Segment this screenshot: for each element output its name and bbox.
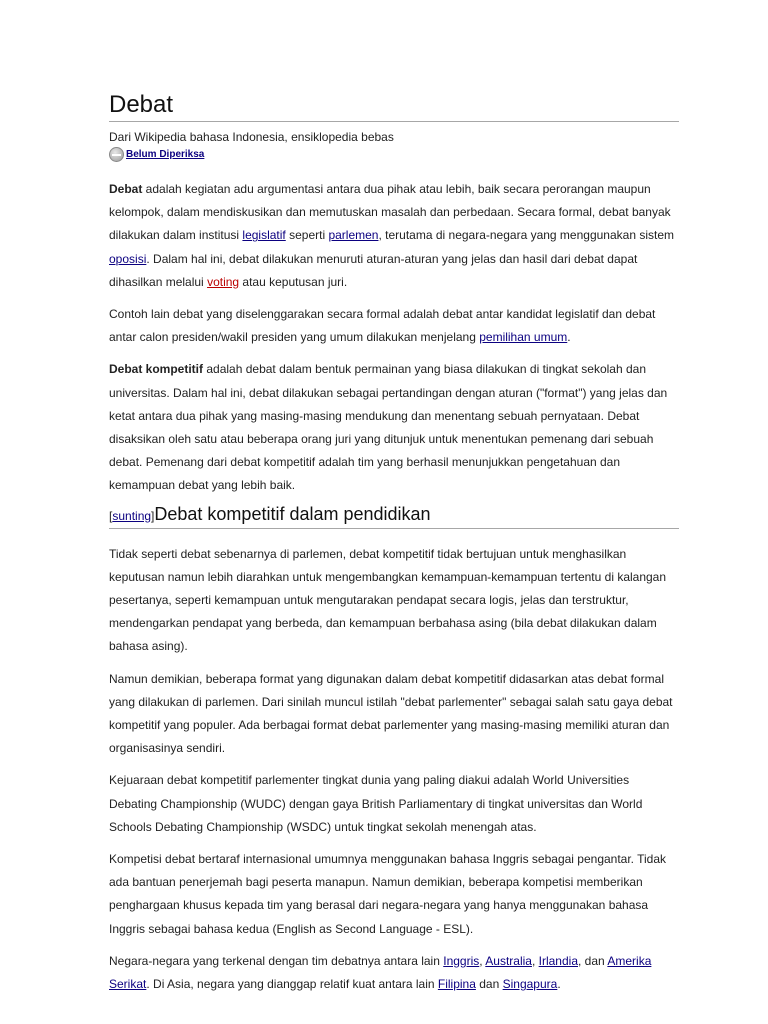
text-span: seperti (285, 228, 329, 243)
text-span: , terutama di negara-negara yang menggunakan sistem (378, 228, 674, 243)
link-oposisi[interactable]: oposisi (109, 251, 147, 266)
link-inggris[interactable]: Inggris (443, 953, 480, 968)
link-legislatif[interactable]: legislatif (242, 228, 286, 243)
paragraph-section-4: Kompetisi debat bertaraf internasional umumnya menggunakan bahasa Inggris sebagai pengantar. Tidak ada bantuan penerjemah bagi peserta manapun. Namun demikian, beberapa kompetisi memberikan penghargaan khusus kepada tim yang berasal dari negara-negara yang hanya menggunakan bahasa Inggris sebagai bahasa kedua (English as Second Language - ESL). (109, 852, 667, 936)
paragraph-section-3: Kejuaraan debat kompetitif parlementer tingkat dunia yang paling diakui adalah World Universities Debating Championship (WUDC) dengan gaya British Parliamentary di tingkat universitas dan World Schools Debating Championship (WSDC) untuk tingkat sekolah menengah atas. (109, 773, 643, 834)
text-span: . Di Asia, negara yang dianggap relatif kuat antara lain (146, 977, 438, 992)
link-amerika-serikat[interactable]: Amerika Serikat (109, 953, 652, 992)
text-span: Negara-negara yang terkenal dengan tim debatnya antara lain (109, 953, 444, 968)
bold-term: Debat (109, 182, 143, 196)
edit-link[interactable]: sunting (112, 508, 152, 523)
section-title: Debat kompetitif dalam pendidikan (154, 503, 431, 524)
bracket: [ (109, 508, 113, 523)
page-title: Debat (109, 90, 679, 122)
paragraph-countries (109, 950, 679, 996)
text-span: , (531, 953, 539, 968)
link-pemilihan-umum[interactable]: pemilihan umum (479, 330, 568, 345)
article-content (109, 90, 679, 996)
paragraph-section-1: Tidak seperti debat sebenarnya di parlemen, debat kompetitif tidak bertujuan untuk menghasilkan keputusan namun lebih diarahkan untuk mengembangkan kemampuan-kemampuan tertentu di kalangan pesertanya, seperti kemampuan untuk mengutarakan pendapat secara logis, jelas dan terstruktur, mendengarkan pendapat yang berbeda, dan kemampuan berbahasa asing (bila debat dilakukan dalam bahasa asing). (109, 546, 667, 654)
link-voting[interactable]: voting (207, 274, 240, 289)
text-span: . (567, 330, 571, 345)
text-span: , (479, 953, 486, 968)
link-australia[interactable]: Australia (485, 953, 532, 968)
paragraph-formal-debate (109, 303, 679, 349)
text-span: , dan (578, 953, 608, 968)
text-span: Contoh lain debat yang diselenggarakan secara formal adalah debat antar kandidat legislatif dan debat antar calon presiden/wakil presiden yang umum dilakukan menjelang (109, 307, 656, 345)
paragraph-section-2: Namun demikian, beberapa format yang digunakan dalam debat kompetitif didasarkan atas debat formal yang dilakukan di parlemen. Dari sinilah muncul istilah "debat parlementer" sebagai salah satu gaya debat kompetitif yang populer. Ada berbagai format debat parlementer yang masing-masing memiliki aturan dan organisasinya sendiri. (109, 671, 673, 756)
text-span: dan (475, 977, 503, 992)
text-span: atau keputusan juri. (239, 274, 348, 289)
text-span: . Dalam hal ini, debat dilakukan menuruti aturan-aturan yang jelas dan hasil dari debat dapat dihasilkan melalui (109, 251, 638, 289)
review-status (109, 146, 679, 163)
link-parlemen[interactable]: parlemen (328, 228, 379, 243)
bracket: ] (151, 508, 155, 523)
bold-term: Debat kompetitif (109, 362, 204, 377)
text-span: . (557, 977, 561, 992)
section-heading (109, 502, 679, 529)
link-irlandia[interactable]: Irlandia (538, 953, 578, 968)
paragraph-competitive-debate (109, 358, 679, 497)
unchecked-status-icon (109, 147, 124, 162)
site-subtitle: Dari Wikipedia bahasa Indonesia, ensiklopedia bebas (109, 130, 394, 144)
text-span: adalah kegiatan adu argumentasi antara dua pihak atau lebih, baik secara perorangan maupun kelompok, dalam mendiskusikan dan memutuskan masalah dan perbedaan. Secara formal, debat banyak dilakukan dalam institusi (109, 182, 671, 243)
link-filipina[interactable]: Filipina (437, 977, 476, 992)
link-singapura[interactable]: Singapura (502, 977, 558, 992)
edit-section-link (109, 509, 154, 523)
review-status-link[interactable]: Belum Diperiksa (126, 149, 205, 160)
paragraph-intro (109, 178, 679, 294)
text-span: adalah debat dalam bentuk permainan yang biasa dilakukan di tingkat sekolah dan universitas. Dalam hal ini, debat dilakukan sebagai pertandingan dengan aturan ("format") yang jelas dan ketat antara dua pihak yang masing-masing mendukung dan menentang sebuah pernyataan. Debat disaksikan oleh satu atau beberapa orang juri yang ditunjuk untuk menentukan pemenang dari sebuah debat. Pemenang dari debat kompetitif adalah tim yang berhasil menunjukkan pengetahuan dan kemampuan debat yang lebih baik. (109, 362, 668, 493)
